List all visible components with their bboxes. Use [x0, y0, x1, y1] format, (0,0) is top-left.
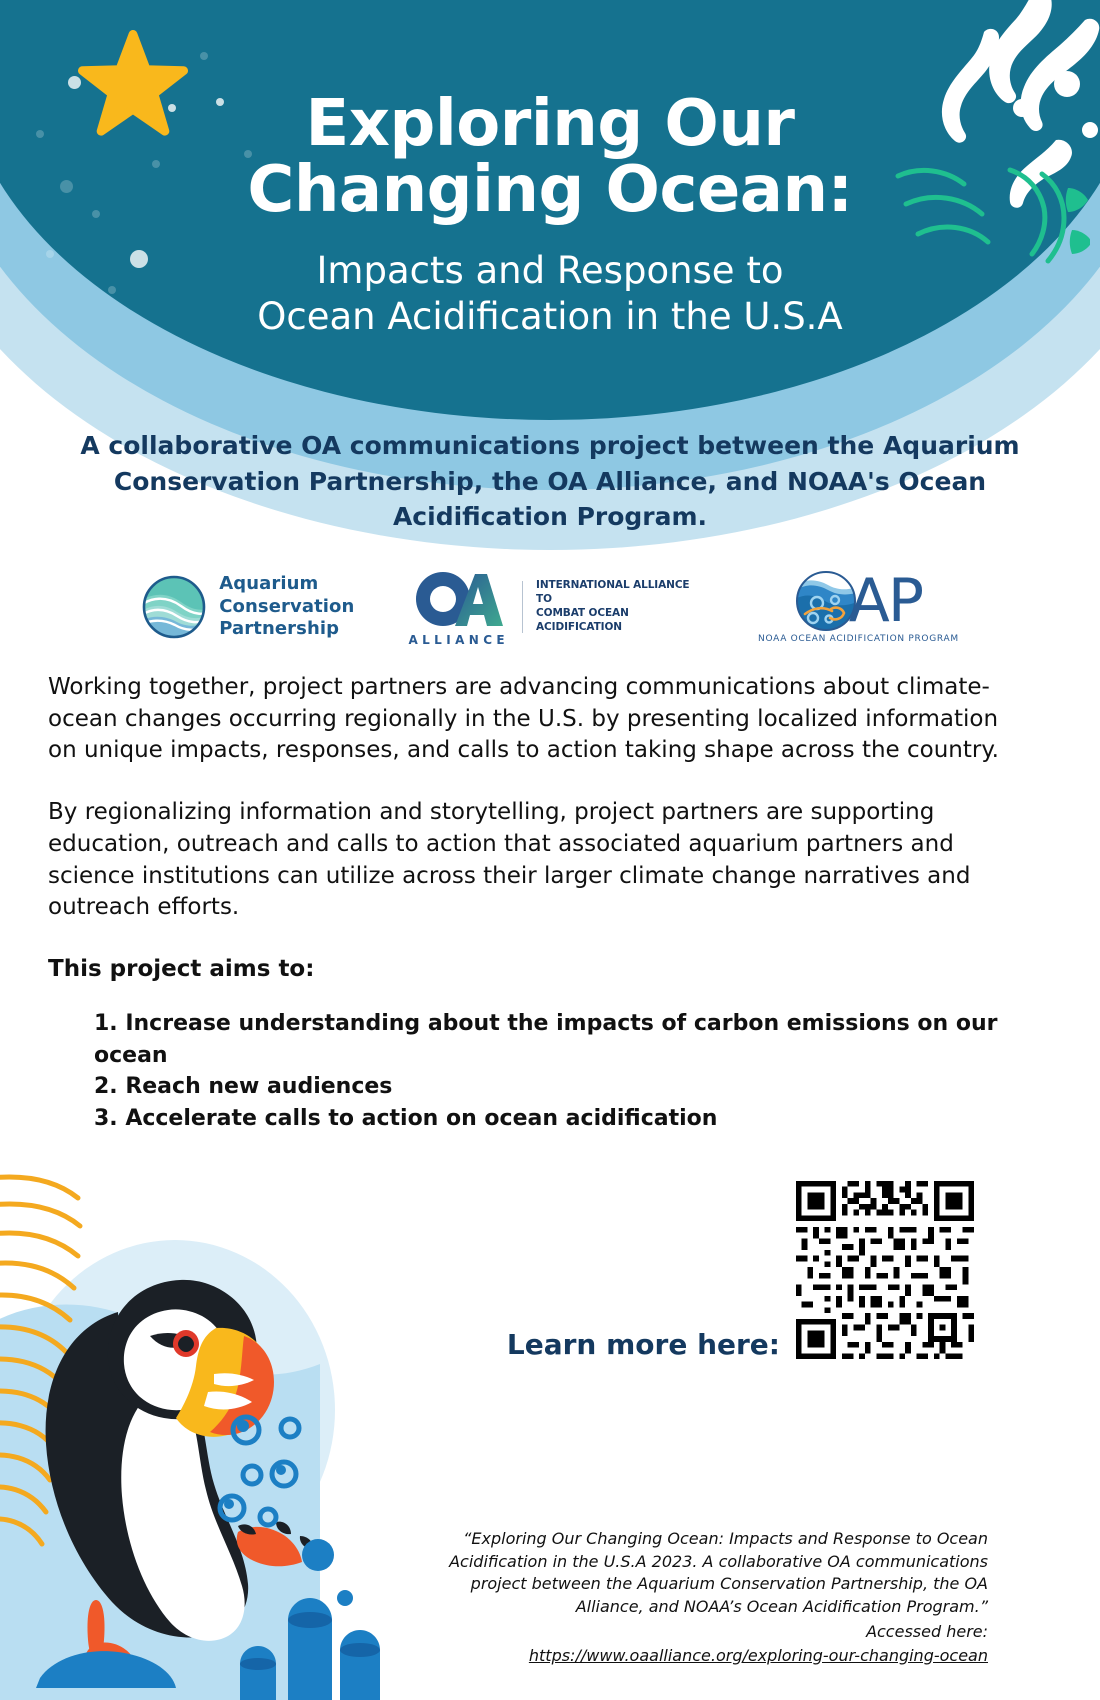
aims-lead: This project aims to:	[48, 956, 315, 983]
paragraph-1: Working together, project partners are advancing communications about climate-ocean changes occurring regionally in the U.S. by presenting localized information on unique impacts, responses, and calls to action taking shape across the country.	[48, 674, 999, 764]
logo-noaa-oap[interactable]	[758, 566, 959, 644]
logo-divider	[522, 581, 523, 633]
citation-block	[440, 1528, 988, 1667]
oa-monogram-icon	[413, 568, 505, 630]
title-block	[0, 87, 1100, 340]
intro-statement: A collaborative OA communications project between the Aquarium Conservation Partnership, the OA Alliance, and NOAA's Ocean Acidification Program.	[80, 431, 1020, 531]
bubble-dot	[200, 52, 208, 60]
oap-lockup	[795, 566, 923, 636]
citation-text: “Exploring Our Changing Ocean: Impacts and Response to Ocean Acidification in the U.S.A 2023. A collaborative OA communications project between the Aquarium Conservation Partnership, the OA Alliance, and NOAA’s Ocean Acidification Program.”	[449, 1529, 988, 1617]
aims-list-item: 2. Reach new audiences	[94, 1074, 393, 1100]
acp-line2: Conservation	[219, 595, 355, 617]
poster-subtitle-line2: Ocean Acidification in the U.S.A	[257, 295, 843, 339]
oa-alliance-tagline-line1: INTERNATIONAL ALLIANCE TO	[536, 579, 690, 606]
oap-tagline: NOAA OCEAN ACIDIFICATION PROGRAM	[758, 634, 959, 644]
oa-alliance-wordmark: ALLIANCE	[408, 632, 510, 647]
body-copy	[48, 672, 1008, 1135]
learn-more-label: Learn more here:	[506, 1328, 780, 1361]
acp-line1: Aquarium	[219, 572, 319, 594]
source-url-link[interactable]: https://www.oaalliance.org/exploring-our-changing-ocean	[528, 1645, 988, 1665]
bubble-dot	[68, 76, 81, 89]
oa-alliance-tagline-line2: COMBAT OCEAN ACIDIFICATION	[536, 607, 629, 633]
aims-list	[48, 1008, 1008, 1135]
aims-list-item: 1. Increase understanding about the impacts of carbon emissions on our ocean	[94, 1010, 998, 1068]
logo-aquarium-conservation-partnership[interactable]	[141, 573, 354, 641]
acp-wordmark	[219, 573, 354, 641]
accessed-label: Accessed here:	[866, 1621, 988, 1641]
oap-ocean-circle-icon	[795, 570, 857, 632]
oa-alliance-tagline	[536, 579, 704, 634]
acp-wave-circle-icon	[141, 574, 207, 640]
poster-title-line1: Exploring Our	[305, 87, 795, 161]
qr-code[interactable]	[790, 1175, 980, 1365]
paragraph-2: By regionalizing information and storytelling, project partners are supporting education, outreach and calls to action that associated aquarium partners and science institutions can utilize across their larger climate change narratives and outreach efforts.	[48, 799, 971, 921]
acp-line3: Partnership	[219, 618, 340, 640]
poster-title	[0, 87, 1100, 227]
oa-alliance-mark-group	[408, 568, 509, 647]
poster-title-line2: Changing Ocean:	[247, 152, 853, 227]
oap-letters: AP	[848, 566, 923, 636]
partner-logo-row	[0, 552, 1100, 662]
aims-list-item: 3. Accelerate calls to action on ocean acidification	[94, 1105, 718, 1131]
logo-oa-alliance[interactable]	[408, 568, 704, 647]
poster-subtitle	[0, 248, 1100, 341]
puffin-illustration	[0, 1130, 430, 1700]
poster-subtitle-line1: Impacts and Response to	[316, 248, 784, 292]
